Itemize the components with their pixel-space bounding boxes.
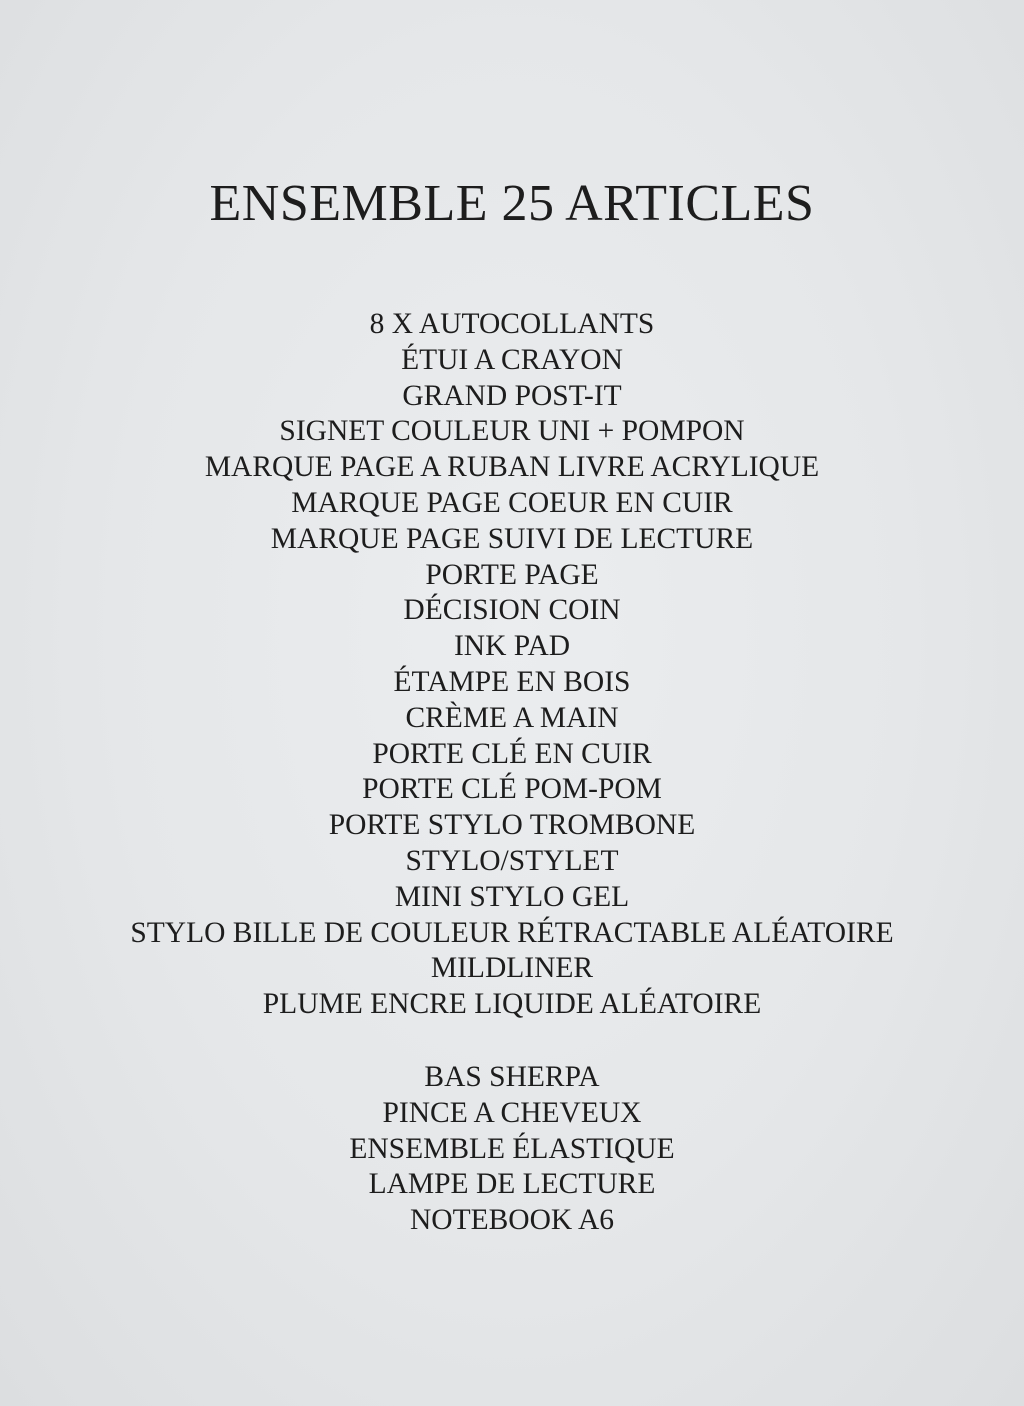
list-item: STYLO BILLE DE COULEUR RÉTRACTABLE ALÉATOIRE bbox=[130, 916, 894, 949]
item-list bbox=[0, 307, 1024, 1023]
list-item: LAMPE DE LECTURE bbox=[368, 1168, 656, 1201]
list-item: PORTE STYLO TROMBONE bbox=[328, 809, 696, 842]
list-item: ÉTUI A CRAYON bbox=[401, 343, 623, 376]
list-item: PORTE CLÉ EN CUIR bbox=[372, 737, 652, 770]
list-item: MILDLINER bbox=[430, 952, 594, 985]
list-item: BAS SHERPA bbox=[424, 1061, 600, 1093]
list-item: 8 X AUTOCOLLANTS bbox=[369, 308, 655, 340]
list-item: CRÈME A MAIN bbox=[405, 701, 619, 734]
list-item: PORTE PAGE bbox=[425, 558, 599, 591]
list-item: MARQUE PAGE COEUR EN CUIR bbox=[291, 486, 733, 519]
list-item: NOTEBOOK A6 bbox=[409, 1204, 615, 1237]
list-item: STYLO/STYLET bbox=[405, 844, 619, 877]
document-title: ENSEMBLE 25 ARTICLES bbox=[209, 175, 815, 232]
list-item: MARQUE PAGE A RUBAN LIVRE ACRYLIQUE bbox=[204, 451, 820, 484]
list-item: ÉTAMPE EN BOIS bbox=[393, 665, 631, 698]
list-item: DÉCISION COIN bbox=[403, 594, 621, 627]
list-item: ENSEMBLE ÉLASTIQUE bbox=[349, 1132, 675, 1165]
list-item: INK PAD bbox=[453, 630, 571, 663]
extra-item-list bbox=[0, 1060, 1024, 1239]
list-item: MINI STYLO GEL bbox=[394, 880, 630, 913]
list-item: SIGNET COULEUR UNI + POMPON bbox=[279, 415, 745, 448]
list-item: MARQUE PAGE SUIVI DE LECTURE bbox=[270, 522, 754, 555]
list-item: PINCE A CHEVEUX bbox=[382, 1096, 642, 1129]
list-item: PLUME ENCRE LIQUIDE ALÉATOIRE bbox=[262, 988, 762, 1021]
list-item: PORTE CLÉ POM-POM bbox=[362, 773, 662, 806]
list-item: GRAND POST-IT bbox=[402, 379, 622, 412]
